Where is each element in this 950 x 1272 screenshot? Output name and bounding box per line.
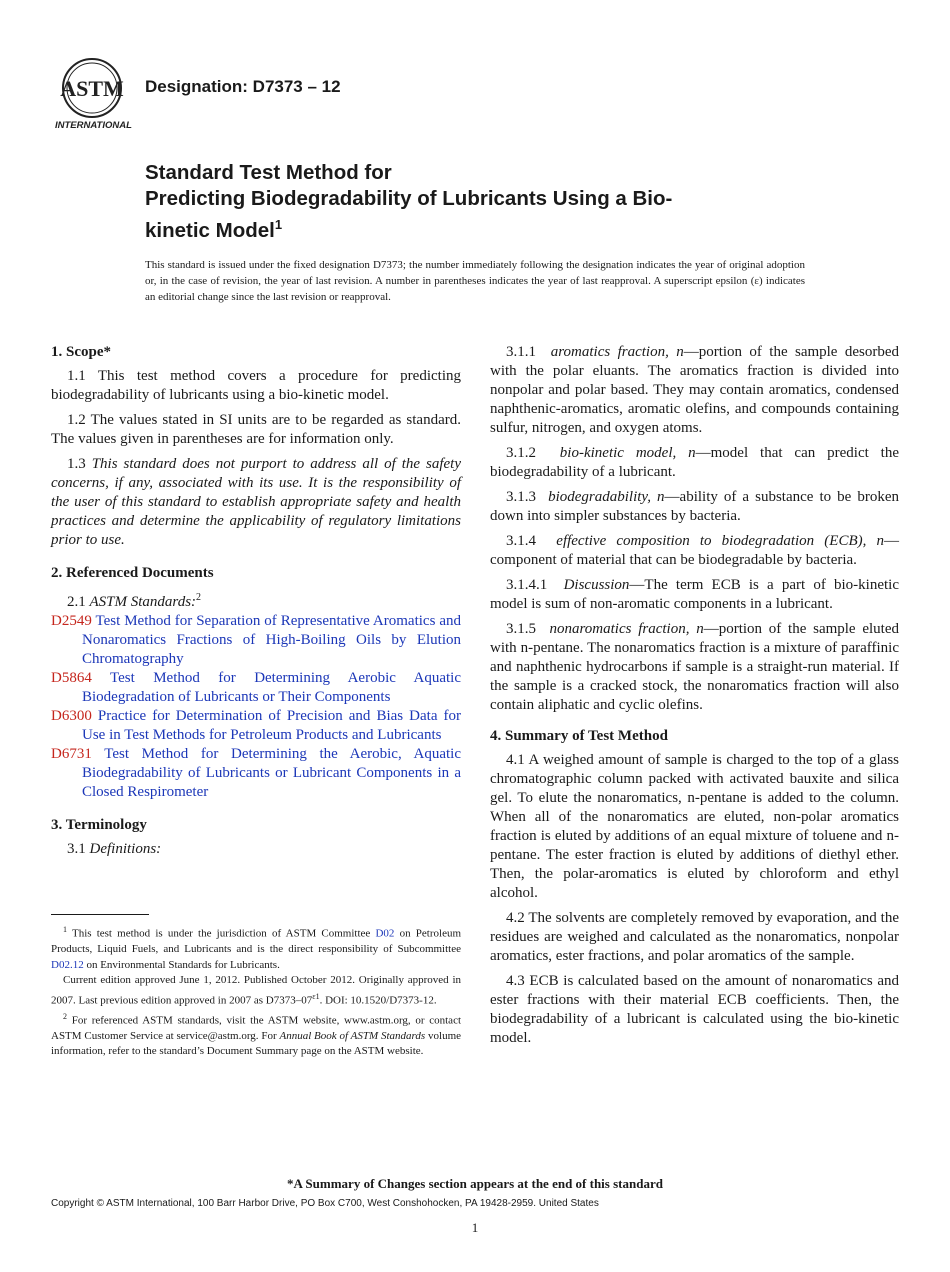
- logo-subtext: INTERNATIONAL: [55, 120, 132, 131]
- left-column: [51, 343, 461, 865]
- para-4-2: 4.2 The solvents are completely removed by evaporation, and the residues are weighed and calculated as the nonaromatics, nonpolar aromatics, ester fractions, and polar aromatics of the sample.: [490, 910, 899, 964]
- copyright: Copyright © ASTM International, 100 Barr Harbor Drive, PO Box C700, West Conshohocken, PA 19428-2959. United States: [51, 1198, 599, 1209]
- section-2-heading: 2. Referenced Documents: [51, 565, 214, 581]
- def-3-1-4: 3.1.4 effective composition to biodegradation (ECB), n—component of material that can be biodegradable by bacteria.: [490, 533, 899, 568]
- para-4-3: 4.3 ECB is calculated based on the amount of nonaromatics and ester fractions with their material ECB coefficients. Then, the biodegradability of a lubricant is calculated using the bio-kinetic model.: [490, 973, 899, 1046]
- def-3-1-3: 3.1.3 biodegradability, n—ability of a substance to be broken down into simpler substances by bacteria.: [490, 489, 900, 524]
- footnotes: [51, 922, 461, 1060]
- summary-of-changes-note: *A Summary of Changes section appears at the end of this standard: [287, 1176, 663, 1191]
- reference-d2549[interactable]: D2549 Test Method for Separation of Representative Aromatics and Nonaromatics Fractions of High-Boiling Oils by Elution Chromatography: [51, 613, 461, 667]
- def-3-1-4-1: 3.1.4.1 Discussion—The term ECB is a part of bio-kinetic model is sum of non-aromatic components in a lubricant.: [490, 577, 899, 612]
- para-2-1: 2.1 ASTM Standards:$^2$: [67, 592, 202, 610]
- section-1-heading: 1. Scope*: [51, 344, 111, 360]
- title-line-1: Standard Test Method for: [145, 161, 392, 184]
- footnote-2: $^2$ For referenced ASTM standards, visit the ASTM website, www.astm.org, or contact ASTM Customer Service at service@astm.org. For Annual Book of ASTM Standards volume information, refer to the standard’s Document Summary page on the ASTM website.: [51, 1011, 462, 1058]
- section-4-heading: 4. Summary of Test Method: [490, 728, 668, 744]
- page-number: 1: [471, 1220, 479, 1235]
- link-d02[interactable]: D02: [375, 927, 395, 940]
- astm-logo: [54, 58, 136, 134]
- link-d02-12[interactable]: D02.12: [51, 958, 84, 971]
- para-1-2: 1.2 The values stated in SI units are to be regarded as standard. The values given in parentheses are for information only.: [51, 412, 461, 447]
- right-column: [490, 343, 899, 1054]
- def-3-1-1: 3.1.1 aromatics fraction, n—portion of the sample desorbed with the polar eluants. The aromatics fraction is divided into nonpolar and polar based. They may contain aromatics, condensed naphthenic-aromatics, aromatic olefins, and compounds containing sulfur, nitrogen, and oxygen atoms.: [490, 344, 899, 436]
- para-4-1: 4.1 A weighed amount of sample is charged to the top of a glass chromatographic column packed with activated bauxite and silica gel. To elute the nonaromatics, n-pentane is added to the column. When all of the nonaromatics are eluted, non-polar aromatics fraction is eluted by additions of an equal mixture of toluene and n-pentane. The ester fraction is eluted by additions of diethyl ether. Then, the polar-aromatics is eluted by chloroform and ethyl alcohol.: [490, 752, 899, 901]
- preamble: This standard is issued under the fixed designation D7373; the number immediately following the designation indicates the year of original adoption or, in the case of revision, the year of last revision. A number in parentheses indicates the year of last reapproval. A superscript epsilon (ε) indicates an editorial change since the last revision or reapproval.: [145, 259, 805, 303]
- para-3-1: 3.1 Definitions:: [67, 841, 162, 857]
- para-1-3: 1.3 This standard does not purport to address all of the safety concerns, if any, associated with its use. It is the responsibility of the user of this standard to establish appropriate safety and health practices and determine the applicability of regulatory limitations prior to use.: [51, 456, 462, 548]
- def-3-1-2: 3.1.2 bio-kinetic model, n—model that can predict the biodegradability of a lubricant.: [490, 445, 899, 480]
- section-3-heading: 3. Terminology: [51, 817, 147, 833]
- footnote-1-edition: Current edition approved June 1, 2012. Published October 2012. Originally approved in 2007. Last previous edition approved in 2007 as $D7373-07^{\varepsilon 1}$. DOI: 10.1520/D7373-12.: [51, 974, 461, 1007]
- title-footnote-mark: 1: [274, 217, 283, 232]
- reference-d5864[interactable]: D5864 Test Method for Determining Aerobic Aquatic Biodegradation of Lubricants or Their Components: [51, 670, 461, 705]
- designation: Designation: D7373 – 12: [145, 77, 341, 96]
- title-line-2: Predicting Biodegradability of Lubricants Using a Bio-: [145, 187, 673, 210]
- footnote-1: $^1$ This test method is under the jurisdiction of ASTM Committee D02 on Petroleum Products, Liquid Fuels, and Lubricants and is the direct responsibility of Subcommittee D02.12 on Environmental Standards for Lubricants.: [51, 925, 462, 971]
- para-1-1: 1.1 This test method covers a procedure for predicting biodegradability of lubricants using a bio-kinetic model.: [51, 368, 461, 403]
- reference-d6731[interactable]: D6731 Test Method for Determining the Aerobic, Aquatic Biodegradability of Lubricants or Lubricant Components in a Closed Respirometer: [51, 746, 461, 800]
- astm-logo-icon: [54, 58, 136, 134]
- title-line-3: kinetic Model$^1$: [145, 217, 283, 242]
- footnote-divider: [51, 914, 149, 915]
- reference-d6300[interactable]: D6300 Practice for Determination of Precision and Bias Data for Use in Test Methods for Petroleum Products and Lubricants: [51, 708, 461, 743]
- def-3-1-5: 3.1.5 nonaromatics fraction, n—portion of the sample eluted with n-pentane. The nonaromatics fraction is a mixture of paraffinic and naphthenic hydrocarbons if sample is a straight-run material. If the sample is a cracked stock, the nonaromatics fraction will also contain aliphatic and cyclic olefins.: [490, 621, 899, 713]
- logo-text: ASTM: [60, 76, 124, 101]
- document-title: [145, 160, 865, 244]
